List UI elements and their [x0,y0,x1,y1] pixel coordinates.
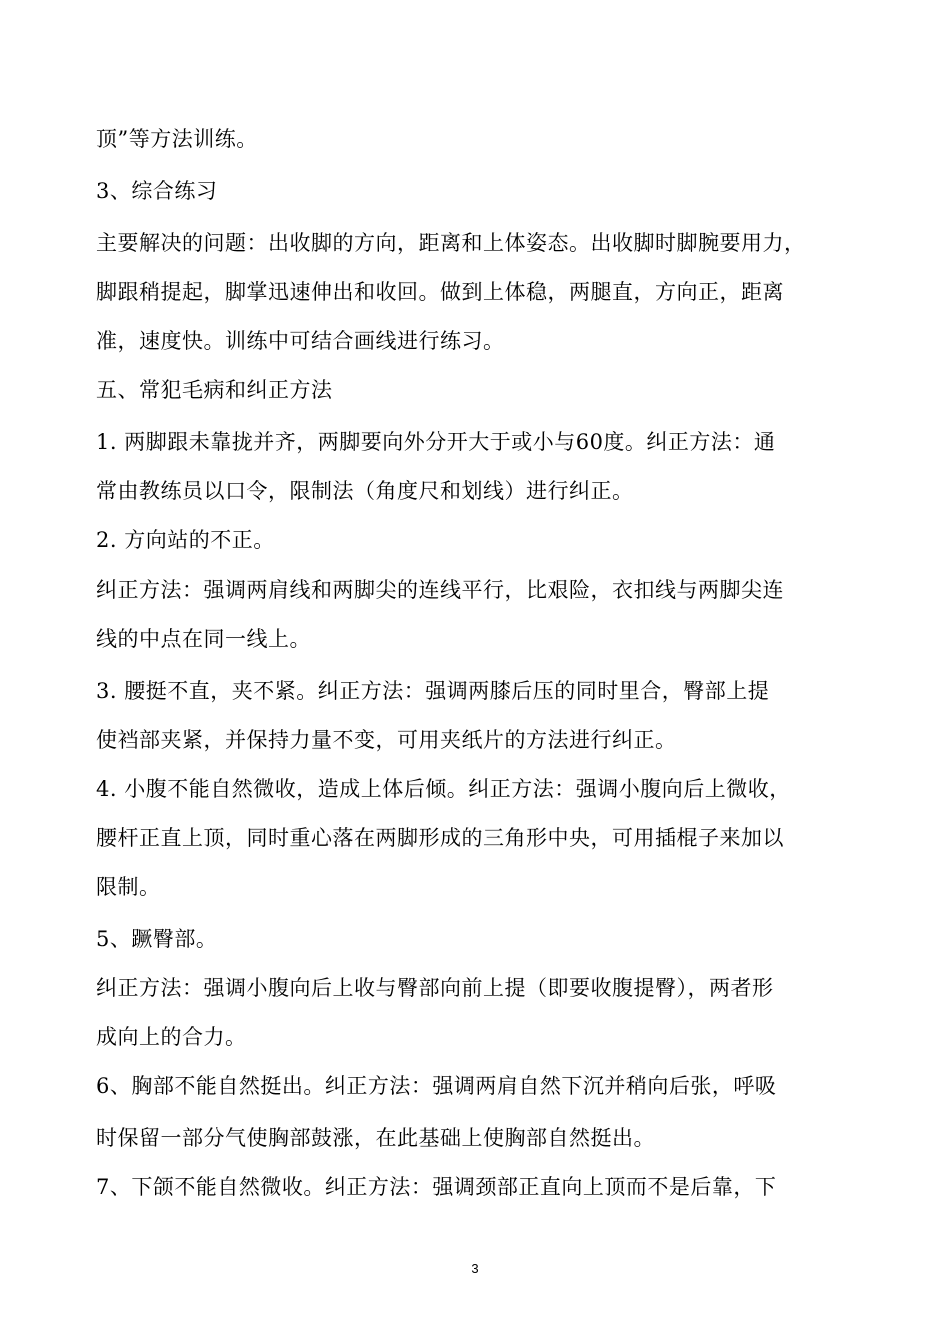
text-line: 主要解决的问题：出收脚的方向，距离和上体姿态。出收脚时脚腕要用力， [96,231,806,255]
text-line: 脚跟稍提起，脚掌迅速伸出和收回。做到上体稳，两腿直，方向正，距离 [96,280,784,304]
text-line: 5、蹶臀部。 [96,927,218,951]
text-line: 常由教练员以口令，限制法（角度尺和划线）进行纠正。 [96,479,634,503]
text-line: 1. 两脚跟未靠拢并齐，两脚要向外分开大于或小与60度。纠正方法：通 [96,430,776,454]
text-line: 纠正方法：强调两肩线和两脚尖的连线平行，比艰险，衣扣线与两脚尖连 [96,578,784,602]
text-line: 准，速度快。训练中可结合画线进行练习。 [96,329,505,353]
text-line: 时保留一部分气使胸部鼓涨，在此基础上使胸部自然挺出。 [96,1126,655,1150]
text-line: 4. 小腹不能自然微收，造成上体后倾。纠正方法：强调小腹向后上微收， [96,777,791,801]
text-line: 使裆部夹紧，并保持力量不变，可用夹纸片的方法进行纠正。 [96,728,677,752]
text-line: 6、胸部不能自然挺出。纠正方法：强调两肩自然下沉并稍向后张，呼吸 [96,1074,777,1098]
text-line: 顶”等方法训练。 [96,127,258,151]
section-heading: 五、常犯毛病和纠正方法 [96,378,333,402]
text-line: 2. 方向站的不正。 [96,528,275,552]
text-line: 7、下颌不能自然微收。纠正方法：强调颈部正直向上顶而不是后靠，下 [96,1175,777,1199]
text-line: 线的中点在同一线上。 [96,627,311,651]
text-line: 腰杆正直上顶，同时重心落在两脚形成的三角形中央，可用插棍子来加以 [96,826,784,850]
text-line: 纠正方法：强调小腹向后上收与臀部向前上提（即要收腹提臀），两者形 [96,976,774,1000]
text-line: 3. 腰挺不直，夹不紧。纠正方法：强调两膝后压的同时里合，臀部上提 [96,679,770,703]
text-line: 成向上的合力。 [96,1025,247,1049]
text-line: 限制。 [96,875,161,899]
page-number: 3 [471,1261,479,1276]
section-heading: 3、综合练习 [96,179,218,203]
